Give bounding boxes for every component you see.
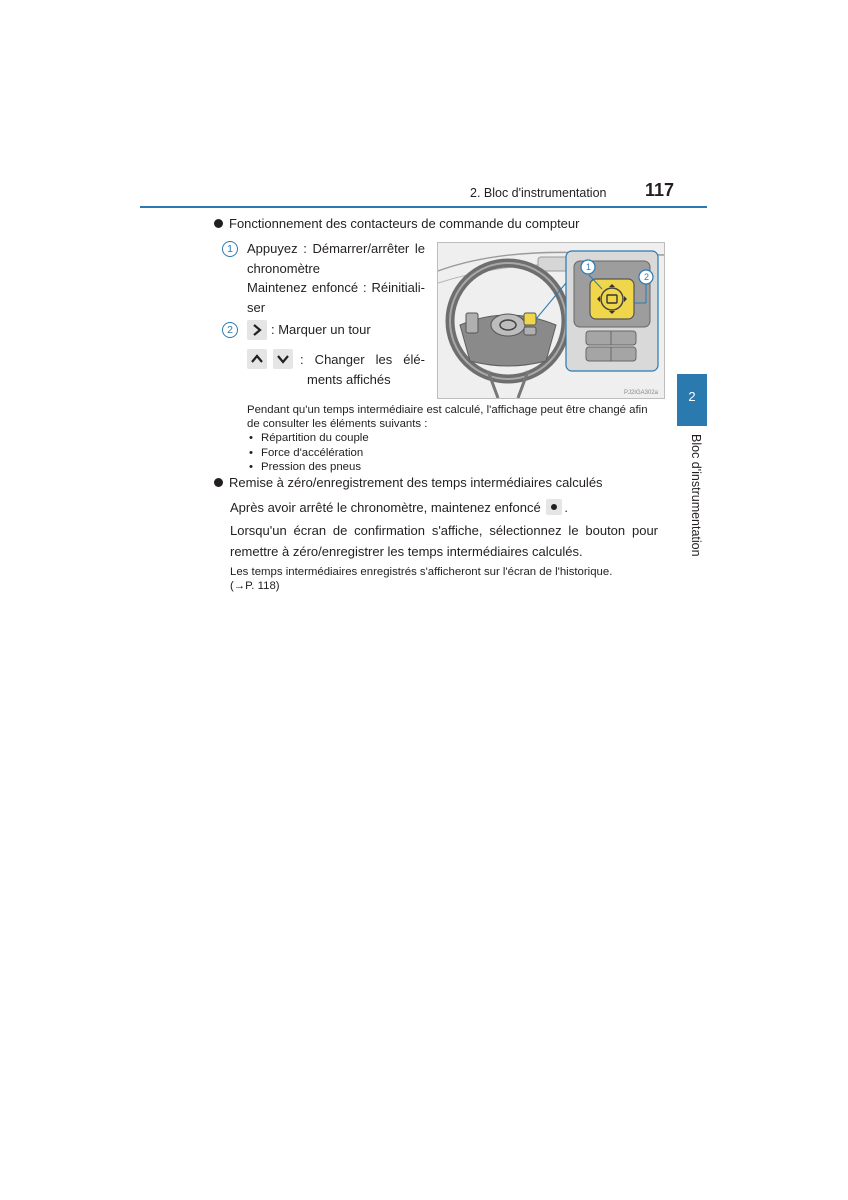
chapter-tab-number: 2 (688, 389, 696, 404)
chapter-tab-label: Bloc d'instrumentation (689, 434, 703, 557)
section1-heading-text: Fonctionnement des contacteurs de commande du compteur (229, 216, 580, 231)
ok-button-key (546, 499, 562, 515)
note-list-item: • Force d'accélération (249, 446, 364, 459)
section2-para1: Après avoir arrêté le chronomètre, maintenez enfoncé . (230, 500, 568, 515)
para1-text: Après avoir arrêté le chronomètre, maintenez enfoncé (230, 500, 541, 515)
item1-line3: Maintenez enfoncé : Réinitiali- (247, 280, 425, 295)
callout-number-1: 1 (222, 241, 238, 257)
illustration-code: PJ2IGA302a (623, 390, 658, 396)
section2-note (230, 565, 658, 593)
item2-right-text: : Marquer un tour (271, 322, 371, 337)
item1-text (247, 239, 425, 317)
bullet-icon (214, 478, 223, 487)
steering-wheel-diagram (438, 243, 664, 398)
dot-icon (551, 504, 557, 510)
illustration-callout-1: 1 (585, 262, 591, 272)
page-number: 117 (645, 180, 675, 200)
bullet-icon (214, 219, 223, 228)
section1-note (247, 403, 662, 474)
section1-heading (214, 216, 579, 231)
callout-number-2: 2 (222, 322, 238, 338)
item1-line1: Appuyez : Démarrer/arrêter le (247, 241, 425, 256)
note-list-item: • Pression des pneus (249, 460, 362, 473)
up-arrow-key (247, 349, 267, 369)
note-list-item: • Répartition du couple (249, 432, 369, 445)
note-line1: Pendant qu'un temps intermédiaire est calculé, l'affichage peut être changé afin (247, 404, 648, 416)
chevron-down-icon (277, 354, 289, 364)
section2-heading (214, 475, 603, 490)
para2-line2: remettre à zéro/enregistrer les temps intermédiaires calculés. (230, 544, 583, 559)
item1-line2: chronomètre (247, 260, 320, 276)
item2-updown-text (300, 350, 425, 389)
item2-updown-line2: ments affichés (307, 371, 391, 387)
item1-line4: ser (247, 299, 266, 315)
chevron-up-icon (251, 354, 263, 364)
section2-para2 (230, 520, 658, 562)
para2-line1: Lorsqu'un écran de confirmation s'affiche, sélectionnez le bouton pour (230, 523, 658, 538)
down-arrow-key (273, 349, 293, 369)
right-arrow-key (247, 320, 267, 340)
chapter-tab (677, 374, 707, 426)
section2-note-line1: Les temps intermédiaires enregistrés s'afficheront sur l'écran de l'historique. (230, 566, 613, 578)
section2-heading-text: Remise à zéro/enregistrement des temps intermédiaires calculés (229, 475, 603, 490)
steering-wheel-illustration (437, 242, 665, 399)
header-divider (140, 206, 707, 208)
illustration-callout-2: 2 (643, 272, 649, 282)
section-title: 2. Bloc d'instrumentation (470, 186, 607, 200)
note-line2: de consulter les éléments suivants : (247, 418, 428, 431)
page-reference: (→P. 118) (230, 580, 280, 593)
chevron-right-icon (252, 324, 262, 336)
item2-updown-line1: : Changer les élé- (300, 352, 425, 367)
